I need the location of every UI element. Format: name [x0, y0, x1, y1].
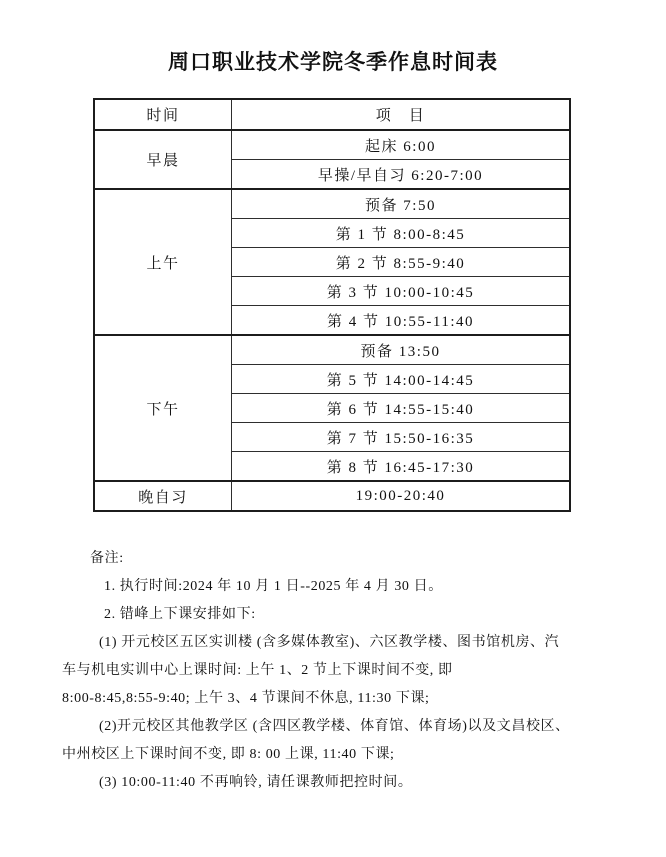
- schedule-item-cell: 起床 6:00: [232, 130, 571, 160]
- schedule-item-cell: 第 1 节 8:00-8:45: [232, 219, 571, 248]
- schedule-item-cell: 19:00-20:40: [232, 481, 571, 511]
- table-row: [94, 481, 570, 511]
- note-line: 中州校区上下课时间不变, 即 8: 00 上课, 11:40 下课;: [62, 747, 395, 762]
- header-time-cell: 时间: [94, 99, 232, 130]
- header-item-cell: 项 目: [232, 99, 571, 130]
- schedule-item-cell: 第 8 节 16:45-17:30: [232, 452, 571, 482]
- section-label-forenoon: 上午: [94, 189, 232, 335]
- schedule-item-cell: 第 2 节 8:55-9:40: [232, 248, 571, 277]
- table-header-row: [94, 99, 570, 130]
- schedule-item-cell: 第 5 节 14:00-14:45: [232, 365, 571, 394]
- notes-block: [62, 545, 622, 797]
- schedule-item-cell: 第 4 节 10:55-11:40: [232, 306, 571, 336]
- schedule-item-cell: 第 7 节 15:50-16:35: [232, 423, 571, 452]
- schedule-item-cell: 第 6 节 14:55-15:40: [232, 394, 571, 423]
- page-title: 周口职业技术学院冬季作息时间表: [168, 50, 498, 74]
- note-line: 2. 错峰上下课安排如下:: [104, 607, 256, 622]
- notes-label: 备注:: [90, 551, 124, 566]
- table-row: [94, 189, 570, 219]
- note-line: 1. 执行时间:2024 年 10 月 1 日--2025 年 4 月 30 日。: [104, 579, 443, 594]
- note-line: (2)开元校区其他教学区 (含四区教学楼、体育馆、体育场)以及文昌校区、: [99, 719, 570, 734]
- section-label-afternoon: 下午: [94, 335, 232, 481]
- table-row: [94, 335, 570, 365]
- schedule-table: [93, 98, 571, 512]
- table-row: [94, 130, 570, 160]
- schedule-item-cell: 预备 13:50: [232, 335, 571, 365]
- note-line: (1) 开元校区五区实训楼 (含多媒体教室)、六区教学楼、图书馆机房、汽: [99, 635, 560, 650]
- schedule-item-cell: 早操/早自习 6:20-7:00: [232, 160, 571, 190]
- schedule-item-cell: 第 3 节 10:00-10:45: [232, 277, 571, 306]
- schedule-item-cell: 预备 7:50: [232, 189, 571, 219]
- note-line: (3) 10:00-11:40 不再响铃, 请任课教师把控时间。: [99, 775, 413, 790]
- section-label-morning: 早晨: [94, 130, 232, 189]
- note-line: 车与机电实训中心上课时间: 上午 1、2 节上下课时间不变, 即: [62, 663, 453, 678]
- note-line: 8:00-8:45,8:55-9:40; 上午 3、4 节课间不休息, 11:30 下课;: [62, 691, 430, 706]
- section-label-evening-study: 晚自习: [94, 481, 232, 511]
